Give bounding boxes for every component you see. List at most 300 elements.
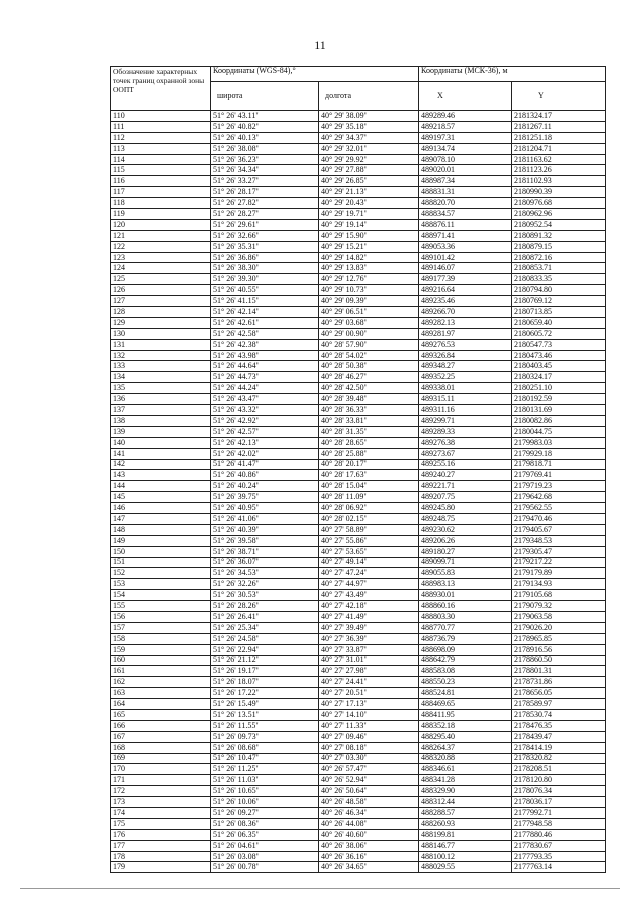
y-cell: 2178208.51	[512, 764, 606, 775]
longitude-cell: 40° 29' 19.14"	[319, 219, 419, 230]
y-cell: 2181163.62	[512, 154, 606, 165]
y-cell: 2180192.59	[512, 394, 606, 405]
x-cell: 488550.23	[419, 677, 512, 688]
y-cell: 2180044.75	[512, 426, 606, 437]
longitude-cell: 40° 28' 39.48"	[319, 394, 419, 405]
x-cell: 488987.34	[419, 176, 512, 187]
latitude-cell: 51° 26' 40.95"	[211, 503, 319, 514]
table-row	[111, 503, 606, 514]
longitude-cell: 40° 27' 39.49"	[319, 622, 419, 633]
y-cell: 2179026.20	[512, 622, 606, 633]
x-cell: 489311.16	[419, 405, 512, 416]
point-id: 136	[111, 394, 211, 405]
point-id: 165	[111, 709, 211, 720]
table-row	[111, 862, 606, 873]
latitude-cell: 51° 26' 28.26"	[211, 601, 319, 612]
point-id: 132	[111, 350, 211, 361]
longitude-cell: 40° 29' 14.82"	[319, 252, 419, 263]
latitude-cell: 51° 26' 27.82"	[211, 198, 319, 209]
table-row	[111, 405, 606, 416]
longitude-cell: 40° 28' 06.92"	[319, 503, 419, 514]
header-msk36: Координаты (МСК-36), м	[419, 67, 606, 82]
latitude-cell: 51° 26' 11.03"	[211, 775, 319, 786]
longitude-cell: 40° 29' 13.83"	[319, 263, 419, 274]
y-cell: 2179719.23	[512, 481, 606, 492]
table-row	[111, 350, 606, 361]
point-id: 129	[111, 317, 211, 328]
coordinates-table-body	[111, 111, 606, 873]
x-cell: 489255.16	[419, 459, 512, 470]
x-cell: 488860.16	[419, 601, 512, 612]
point-id: 152	[111, 568, 211, 579]
point-id: 138	[111, 415, 211, 426]
x-cell: 488971.41	[419, 230, 512, 241]
latitude-cell: 51° 26' 39.75"	[211, 492, 319, 503]
longitude-cell: 40° 29' 29.92"	[319, 154, 419, 165]
x-cell: 488524.81	[419, 688, 512, 699]
table-row	[111, 459, 606, 470]
table-row	[111, 274, 606, 285]
y-cell: 2178414.19	[512, 742, 606, 753]
x-cell: 488352.18	[419, 720, 512, 731]
x-cell: 489206.26	[419, 535, 512, 546]
latitude-cell: 51° 26' 08.68"	[211, 742, 319, 753]
longitude-cell: 40° 26' 38.06"	[319, 840, 419, 851]
table-row	[111, 415, 606, 426]
point-id: 148	[111, 524, 211, 535]
point-id: 154	[111, 590, 211, 601]
longitude-cell: 40° 28' 15.04"	[319, 481, 419, 492]
table-row	[111, 688, 606, 699]
latitude-cell: 51° 26' 41.06"	[211, 513, 319, 524]
table-row	[111, 307, 606, 318]
table-row	[111, 699, 606, 710]
x-cell: 488260.93	[419, 818, 512, 829]
point-id: 156	[111, 611, 211, 622]
table-row	[111, 513, 606, 524]
longitude-cell: 40° 28' 25.88"	[319, 448, 419, 459]
latitude-cell: 51° 26' 39.58"	[211, 535, 319, 546]
table-row	[111, 361, 606, 372]
y-cell: 2179179.89	[512, 568, 606, 579]
point-id: 139	[111, 426, 211, 437]
latitude-cell: 51° 26' 13.51"	[211, 709, 319, 720]
table-row	[111, 328, 606, 339]
x-cell: 489245.80	[419, 503, 512, 514]
longitude-cell: 40° 28' 33.81"	[319, 415, 419, 426]
latitude-cell: 51° 26' 28.27"	[211, 209, 319, 220]
latitude-cell: 51° 26' 34.53"	[211, 568, 319, 579]
longitude-cell: 40° 27' 08.18"	[319, 742, 419, 753]
point-id: 111	[111, 121, 211, 132]
point-id: 130	[111, 328, 211, 339]
y-cell: 2179405.67	[512, 524, 606, 535]
header-x: X	[419, 82, 512, 111]
latitude-cell: 51° 26' 42.14"	[211, 307, 319, 318]
y-cell: 2180547.73	[512, 339, 606, 350]
point-id: 149	[111, 535, 211, 546]
table-row	[111, 818, 606, 829]
latitude-cell: 51° 26' 33.27"	[211, 176, 319, 187]
longitude-cell: 40° 26' 44.08"	[319, 818, 419, 829]
point-id: 176	[111, 829, 211, 840]
latitude-cell: 51° 26' 40.24"	[211, 481, 319, 492]
x-cell: 488346.61	[419, 764, 512, 775]
x-cell: 489299.71	[419, 415, 512, 426]
point-id: 175	[111, 818, 211, 829]
y-cell: 2181324.17	[512, 111, 606, 122]
y-cell: 2180891.32	[512, 230, 606, 241]
x-cell: 488698.09	[419, 644, 512, 655]
table-row	[111, 339, 606, 350]
coordinates-table	[110, 66, 606, 873]
point-id: 131	[111, 339, 211, 350]
point-id: 123	[111, 252, 211, 263]
longitude-cell: 40° 27' 58.89"	[319, 524, 419, 535]
x-cell: 488146.77	[419, 840, 512, 851]
longitude-cell: 40° 27' 43.49"	[319, 590, 419, 601]
x-cell: 488983.13	[419, 579, 512, 590]
header-point: Обозначение характерных точек границ охранной зоны ООПТ	[111, 67, 211, 111]
x-cell: 489101.42	[419, 252, 512, 263]
x-cell: 489078.10	[419, 154, 512, 165]
latitude-cell: 51° 26' 42.02"	[211, 448, 319, 459]
x-cell: 489289.33	[419, 426, 512, 437]
latitude-cell: 51° 26' 26.41"	[211, 611, 319, 622]
latitude-cell: 51° 26' 10.06"	[211, 797, 319, 808]
table-row	[111, 633, 606, 644]
latitude-cell: 51° 26' 00.78"	[211, 862, 319, 873]
longitude-cell: 40° 28' 57.90"	[319, 339, 419, 350]
y-cell: 2180324.17	[512, 372, 606, 383]
x-cell: 488312.44	[419, 797, 512, 808]
y-cell: 2180833.35	[512, 274, 606, 285]
latitude-cell: 51° 26' 08.36"	[211, 818, 319, 829]
x-cell: 489273.67	[419, 448, 512, 459]
longitude-cell: 40° 29' 10.73"	[319, 285, 419, 296]
y-cell: 2180962.96	[512, 209, 606, 220]
table-row	[111, 829, 606, 840]
y-cell: 2179642.68	[512, 492, 606, 503]
latitude-cell: 51° 26' 44.64"	[211, 361, 319, 372]
latitude-cell: 51° 26' 15.49"	[211, 699, 319, 710]
point-id: 162	[111, 677, 211, 688]
table-row	[111, 219, 606, 230]
longitude-cell: 40° 28' 36.33"	[319, 405, 419, 416]
point-id: 174	[111, 808, 211, 819]
table-row	[111, 601, 606, 612]
y-cell: 2180976.68	[512, 198, 606, 209]
point-id: 171	[111, 775, 211, 786]
page-number: 11	[314, 38, 326, 52]
point-id: 126	[111, 285, 211, 296]
longitude-cell: 40° 26' 50.64"	[319, 786, 419, 797]
y-cell: 2180403.45	[512, 361, 606, 372]
y-cell: 2180952.54	[512, 219, 606, 230]
table-row	[111, 753, 606, 764]
latitude-cell: 51° 26' 43.11"	[211, 111, 319, 122]
x-cell: 489197.31	[419, 132, 512, 143]
y-cell: 2181102.93	[512, 176, 606, 187]
latitude-cell: 51° 26' 40.86"	[211, 470, 319, 481]
y-cell: 2181251.18	[512, 132, 606, 143]
table-row	[111, 121, 606, 132]
y-cell: 2179929.18	[512, 448, 606, 459]
table-row	[111, 230, 606, 241]
header-longitude: долгота	[319, 82, 419, 111]
header-y: Y	[512, 82, 606, 111]
x-cell: 489240.27	[419, 470, 512, 481]
y-cell: 2180713.85	[512, 307, 606, 318]
longitude-cell: 40° 27' 09.46"	[319, 731, 419, 742]
latitude-cell: 51° 26' 38.30"	[211, 263, 319, 274]
footer-rule	[20, 888, 620, 889]
point-id: 125	[111, 274, 211, 285]
x-cell: 488411.95	[419, 709, 512, 720]
point-id: 160	[111, 655, 211, 666]
point-id: 170	[111, 764, 211, 775]
y-cell: 2178476.35	[512, 720, 606, 731]
header-latitude: широта	[211, 82, 319, 111]
y-cell: 2178589.97	[512, 699, 606, 710]
table-row	[111, 296, 606, 307]
point-id: 142	[111, 459, 211, 470]
y-cell: 2178965.85	[512, 633, 606, 644]
longitude-cell: 40° 27' 11.33"	[319, 720, 419, 731]
table-row	[111, 426, 606, 437]
point-id: 114	[111, 154, 211, 165]
y-cell: 2180853.71	[512, 263, 606, 274]
longitude-cell: 40° 26' 57.47"	[319, 764, 419, 775]
x-cell: 488834.57	[419, 209, 512, 220]
latitude-cell: 51° 26' 40.39"	[211, 524, 319, 535]
latitude-cell: 51° 26' 35.31"	[211, 241, 319, 252]
y-cell: 2178731.86	[512, 677, 606, 688]
table-row	[111, 808, 606, 819]
point-id: 155	[111, 601, 211, 612]
x-cell: 489348.27	[419, 361, 512, 372]
y-cell: 2177763.14	[512, 862, 606, 873]
longitude-cell: 40° 29' 21.13"	[319, 187, 419, 198]
latitude-cell: 51° 26' 32.26"	[211, 579, 319, 590]
longitude-cell: 40° 27' 44.97"	[319, 579, 419, 590]
y-cell: 2181267.11	[512, 121, 606, 132]
y-cell: 2177880.46	[512, 829, 606, 840]
table-row	[111, 720, 606, 731]
longitude-cell: 40° 27' 36.39"	[319, 633, 419, 644]
longitude-cell: 40° 26' 52.94"	[319, 775, 419, 786]
table-row	[111, 317, 606, 328]
longitude-cell: 40° 29' 12.76"	[319, 274, 419, 285]
latitude-cell: 51° 26' 44.73"	[211, 372, 319, 383]
longitude-cell: 40° 26' 34.65"	[319, 862, 419, 873]
longitude-cell: 40° 28' 02.15"	[319, 513, 419, 524]
longitude-cell: 40° 26' 48.58"	[319, 797, 419, 808]
point-id: 178	[111, 851, 211, 862]
y-cell: 2180082.86	[512, 415, 606, 426]
point-id: 164	[111, 699, 211, 710]
longitude-cell: 40° 29' 06.51"	[319, 307, 419, 318]
point-id: 118	[111, 198, 211, 209]
x-cell: 488295.40	[419, 731, 512, 742]
table-row	[111, 655, 606, 666]
table-row	[111, 579, 606, 590]
x-cell: 488770.77	[419, 622, 512, 633]
longitude-cell: 40° 27' 47.24"	[319, 568, 419, 579]
point-id: 133	[111, 361, 211, 372]
y-cell: 2179305.47	[512, 546, 606, 557]
latitude-cell: 51° 26' 17.22"	[211, 688, 319, 699]
point-id: 167	[111, 731, 211, 742]
point-id: 121	[111, 230, 211, 241]
x-cell: 489055.83	[419, 568, 512, 579]
y-cell: 2179134.93	[512, 579, 606, 590]
point-id: 145	[111, 492, 211, 503]
table-row	[111, 677, 606, 688]
table-row	[111, 481, 606, 492]
longitude-cell: 40° 29' 27.88"	[319, 165, 419, 176]
longitude-cell: 40° 28' 31.35"	[319, 426, 419, 437]
table-row	[111, 731, 606, 742]
x-cell: 488930.01	[419, 590, 512, 601]
latitude-cell: 51° 26' 42.61"	[211, 317, 319, 328]
x-cell: 489282.13	[419, 317, 512, 328]
x-cell: 489281.97	[419, 328, 512, 339]
longitude-cell: 40° 28' 17.63"	[319, 470, 419, 481]
x-cell: 488876.11	[419, 219, 512, 230]
x-cell: 488642.79	[419, 655, 512, 666]
longitude-cell: 40° 29' 15.90"	[319, 230, 419, 241]
table-row	[111, 437, 606, 448]
latitude-cell: 51° 26' 40.55"	[211, 285, 319, 296]
y-cell: 2180659.40	[512, 317, 606, 328]
x-cell: 488329.90	[419, 786, 512, 797]
y-cell: 2178860.50	[512, 655, 606, 666]
y-cell: 2179562.55	[512, 503, 606, 514]
y-cell: 2180251.10	[512, 383, 606, 394]
latitude-cell: 51° 26' 21.12"	[211, 655, 319, 666]
y-cell: 2180131.69	[512, 405, 606, 416]
point-id: 110	[111, 111, 211, 122]
latitude-cell: 51° 26' 22.94"	[211, 644, 319, 655]
longitude-cell: 40° 27' 42.18"	[319, 601, 419, 612]
x-cell: 489134.74	[419, 143, 512, 154]
x-cell: 489338.01	[419, 383, 512, 394]
longitude-cell: 40° 29' 15.21"	[319, 241, 419, 252]
x-cell: 488320.88	[419, 753, 512, 764]
table-row	[111, 143, 606, 154]
point-id: 120	[111, 219, 211, 230]
point-id: 143	[111, 470, 211, 481]
point-id: 151	[111, 557, 211, 568]
latitude-cell: 51° 26' 11.25"	[211, 764, 319, 775]
point-id: 122	[111, 241, 211, 252]
x-cell: 489221.71	[419, 481, 512, 492]
x-cell: 489177.39	[419, 274, 512, 285]
y-cell: 2181123.26	[512, 165, 606, 176]
table-row	[111, 241, 606, 252]
latitude-cell: 51° 26' 44.24"	[211, 383, 319, 394]
y-cell: 2177793.35	[512, 851, 606, 862]
latitude-cell: 51° 26' 28.17"	[211, 187, 319, 198]
table-row	[111, 775, 606, 786]
y-cell: 2179217.22	[512, 557, 606, 568]
table-row	[111, 209, 606, 220]
x-cell: 489326.84	[419, 350, 512, 361]
longitude-cell: 40° 27' 53.65"	[319, 546, 419, 557]
longitude-cell: 40° 28' 42.50"	[319, 383, 419, 394]
longitude-cell: 40° 29' 19.71"	[319, 209, 419, 220]
point-id: 161	[111, 666, 211, 677]
longitude-cell: 40° 26' 40.60"	[319, 829, 419, 840]
x-cell: 488803.30	[419, 611, 512, 622]
longitude-cell: 40° 28' 54.02"	[319, 350, 419, 361]
latitude-cell: 51° 26' 39.30"	[211, 274, 319, 285]
latitude-cell: 51° 26' 36.86"	[211, 252, 319, 263]
longitude-cell: 40° 27' 31.01"	[319, 655, 419, 666]
x-cell: 488288.57	[419, 808, 512, 819]
point-id: 135	[111, 383, 211, 394]
table-row	[111, 764, 606, 775]
x-cell: 489180.27	[419, 546, 512, 557]
point-id: 177	[111, 840, 211, 851]
table-row	[111, 111, 606, 122]
point-id: 169	[111, 753, 211, 764]
latitude-cell: 51° 26' 40.13"	[211, 132, 319, 143]
y-cell: 2178036.17	[512, 797, 606, 808]
latitude-cell: 51° 26' 42.58"	[211, 328, 319, 339]
latitude-cell: 51° 26' 42.13"	[211, 437, 319, 448]
point-id: 140	[111, 437, 211, 448]
point-id: 150	[111, 546, 211, 557]
point-id: 128	[111, 307, 211, 318]
y-cell: 2178439.47	[512, 731, 606, 742]
latitude-cell: 51° 26' 36.23"	[211, 154, 319, 165]
x-cell: 488583.08	[419, 666, 512, 677]
longitude-cell: 40° 27' 17.13"	[319, 699, 419, 710]
x-cell: 489207.75	[419, 492, 512, 503]
point-id: 146	[111, 503, 211, 514]
y-cell: 2177992.71	[512, 808, 606, 819]
table-row	[111, 851, 606, 862]
y-cell: 2179079.32	[512, 601, 606, 612]
point-id: 153	[111, 579, 211, 590]
longitude-cell: 40° 27' 55.86"	[319, 535, 419, 546]
point-id: 172	[111, 786, 211, 797]
x-cell: 489020.01	[419, 165, 512, 176]
x-cell: 489218.57	[419, 121, 512, 132]
table-row	[111, 557, 606, 568]
table-row	[111, 285, 606, 296]
latitude-cell: 51° 26' 38.71"	[211, 546, 319, 557]
point-id: 137	[111, 405, 211, 416]
point-id: 159	[111, 644, 211, 655]
longitude-cell: 40° 28' 28.65"	[319, 437, 419, 448]
point-id: 166	[111, 720, 211, 731]
latitude-cell: 51° 26' 04.61"	[211, 840, 319, 851]
x-cell: 489099.71	[419, 557, 512, 568]
longitude-cell: 40° 29' 35.18"	[319, 121, 419, 132]
table-row	[111, 666, 606, 677]
x-cell: 489230.62	[419, 524, 512, 535]
x-cell: 488341.28	[419, 775, 512, 786]
point-id: 157	[111, 622, 211, 633]
table-row	[111, 709, 606, 720]
x-cell: 489248.75	[419, 513, 512, 524]
longitude-cell: 40° 26' 46.34"	[319, 808, 419, 819]
latitude-cell: 51° 26' 42.57"	[211, 426, 319, 437]
point-id: 127	[111, 296, 211, 307]
